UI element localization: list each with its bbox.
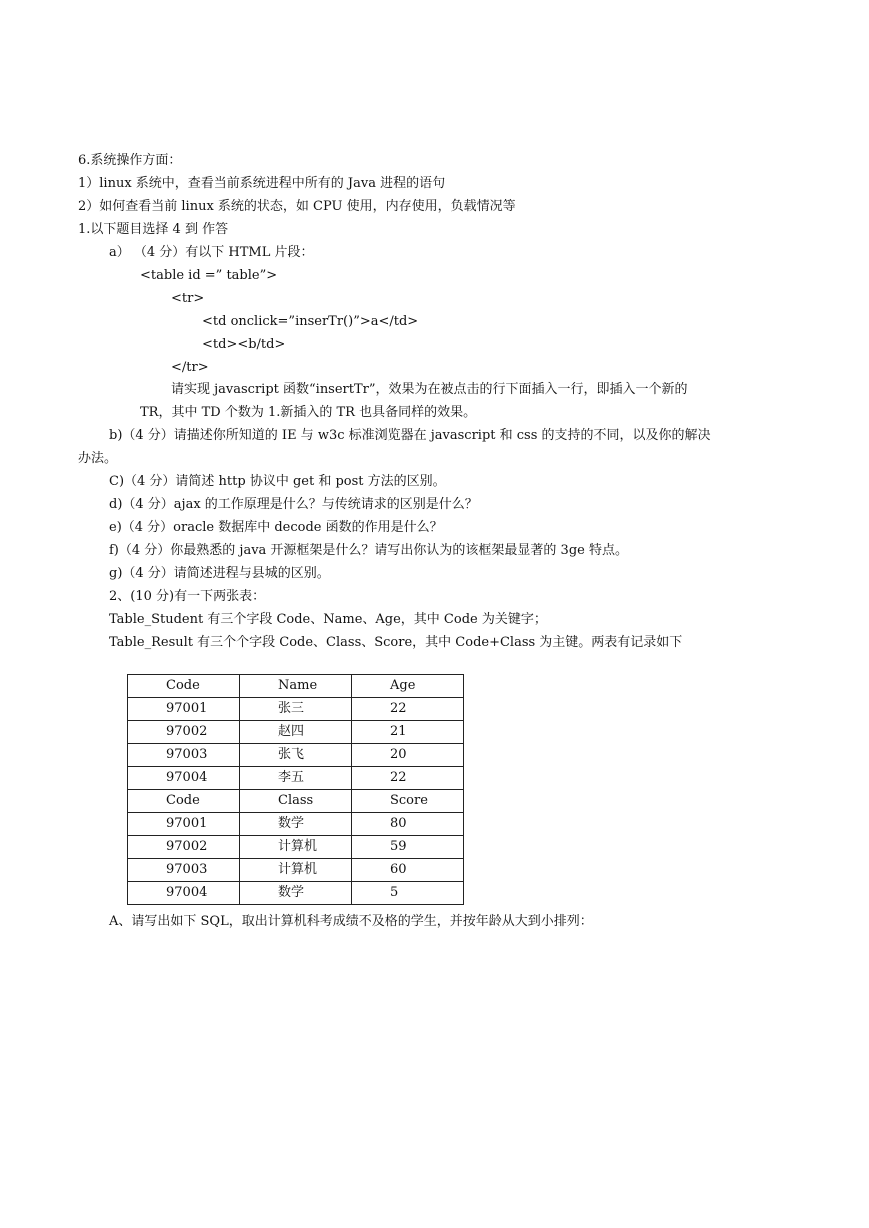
table-student-description: Table_Student 有三个字段 Code、Name、Age，其中 Code 为关键字； bbox=[109, 612, 547, 627]
table-cell: 张飞 bbox=[240, 744, 352, 767]
question-a-text-line1: 请实现 javascript 函数“insertTr”，效果为在被点击的行下面插入一行，即插入一个新的 bbox=[171, 382, 688, 397]
table-cell: 97004 bbox=[128, 767, 240, 790]
question-2a: A、请写出如下 SQL，取出计算机科考成绩不及格的学生，并按年龄从大到小排列： bbox=[109, 914, 593, 929]
table-cell: 数学 bbox=[240, 813, 352, 836]
table-result-description: Table_Result 有三个个字段 Code、Class、Score，其中 Code+Class 为主键。两表有记录如下 bbox=[109, 635, 683, 650]
code-line-td-b: <td><b/td> bbox=[202, 337, 286, 352]
question-a-heading: a） （4 分）有以下 HTML 片段： bbox=[109, 245, 314, 260]
table-cell: 22 bbox=[352, 767, 464, 790]
code-line-tr-close: </tr> bbox=[171, 360, 209, 375]
table-cell: 计算机 bbox=[240, 859, 352, 882]
table-cell: 60 bbox=[352, 859, 464, 882]
table-cell: 22 bbox=[352, 698, 464, 721]
table-row bbox=[128, 721, 464, 744]
table-row bbox=[128, 675, 464, 698]
table-cell: 数学 bbox=[240, 882, 352, 905]
question-g: g)（4 分）请简述进程与县城的区别。 bbox=[109, 566, 330, 581]
table-cell: Name bbox=[240, 675, 352, 698]
table-cell: Age bbox=[352, 675, 464, 698]
records-table bbox=[127, 674, 464, 905]
table-cell: Code bbox=[128, 790, 240, 813]
table-row bbox=[128, 698, 464, 721]
question-b-line1: b)（4 分）请描述你所知道的 IE 与 w3c 标准浏览器在 javascript 和 css 的支持的不同，以及你的解决 bbox=[109, 428, 711, 443]
records-table-body bbox=[128, 675, 464, 905]
code-line-tr-open: <tr> bbox=[171, 291, 205, 306]
table-row bbox=[128, 767, 464, 790]
table-cell: 97003 bbox=[128, 859, 240, 882]
section-heading-system-ops: 6.系统操作方面： bbox=[78, 153, 182, 168]
table-row bbox=[128, 744, 464, 767]
question-f: f)（4 分）你最熟悉的 java 开源框架是什么？请写出你认为的该框架最显著的 3ge 特点。 bbox=[109, 543, 628, 558]
table-row bbox=[128, 813, 464, 836]
table-cell: 97003 bbox=[128, 744, 240, 767]
table-cell: 97002 bbox=[128, 836, 240, 859]
question-c: C)（4 分）请简述 http 协议中 get 和 post 方法的区别。 bbox=[109, 474, 446, 489]
table-cell: 张三 bbox=[240, 698, 352, 721]
question-linux-java-process: 1）linux 系统中，查看当前系统进程中所有的 Java 进程的语句 bbox=[78, 176, 446, 191]
table-cell: 赵四 bbox=[240, 721, 352, 744]
table-row bbox=[128, 859, 464, 882]
table-cell: 计算机 bbox=[240, 836, 352, 859]
code-line-td-onclick: <td onclick=”inserTr()”>a</td> bbox=[202, 314, 419, 329]
question-linux-status: 2）如何查看当前 linux 系统的状态，如 CPU 使用，内存使用，负载情况等 bbox=[78, 199, 516, 214]
table-cell: Code bbox=[128, 675, 240, 698]
code-line-table-open: <table id =” table”> bbox=[140, 268, 278, 283]
table-cell: 21 bbox=[352, 721, 464, 744]
question-e: e)（4 分）oracle 数据库中 decode 函数的作用是什么？ bbox=[109, 520, 443, 535]
section-heading-choose-four: 1.以下题目选择 4 到 作答 bbox=[78, 222, 229, 237]
table-cell: 97001 bbox=[128, 813, 240, 836]
table-cell: 97001 bbox=[128, 698, 240, 721]
table-cell: 5 bbox=[352, 882, 464, 905]
table-row bbox=[128, 836, 464, 859]
table-cell: 80 bbox=[352, 813, 464, 836]
table-row bbox=[128, 790, 464, 813]
table-cell: 97002 bbox=[128, 721, 240, 744]
question-d: d)（4 分）ajax 的工作原理是什么？与传统请求的区别是什么？ bbox=[109, 497, 478, 512]
question-2-heading: 2、(10 分)有一下两张表： bbox=[109, 589, 266, 604]
table-cell: 20 bbox=[352, 744, 464, 767]
table-cell: Score bbox=[352, 790, 464, 813]
table-cell: 李五 bbox=[240, 767, 352, 790]
table-cell: Class bbox=[240, 790, 352, 813]
table-cell: 59 bbox=[352, 836, 464, 859]
question-b-line2: 办法。 bbox=[78, 451, 118, 466]
table-cell: 97004 bbox=[128, 882, 240, 905]
question-a-text-line2: TR，其中 TD 个数为 1.新插入的 TR 也具备同样的效果。 bbox=[140, 405, 477, 420]
table-row bbox=[128, 882, 464, 905]
